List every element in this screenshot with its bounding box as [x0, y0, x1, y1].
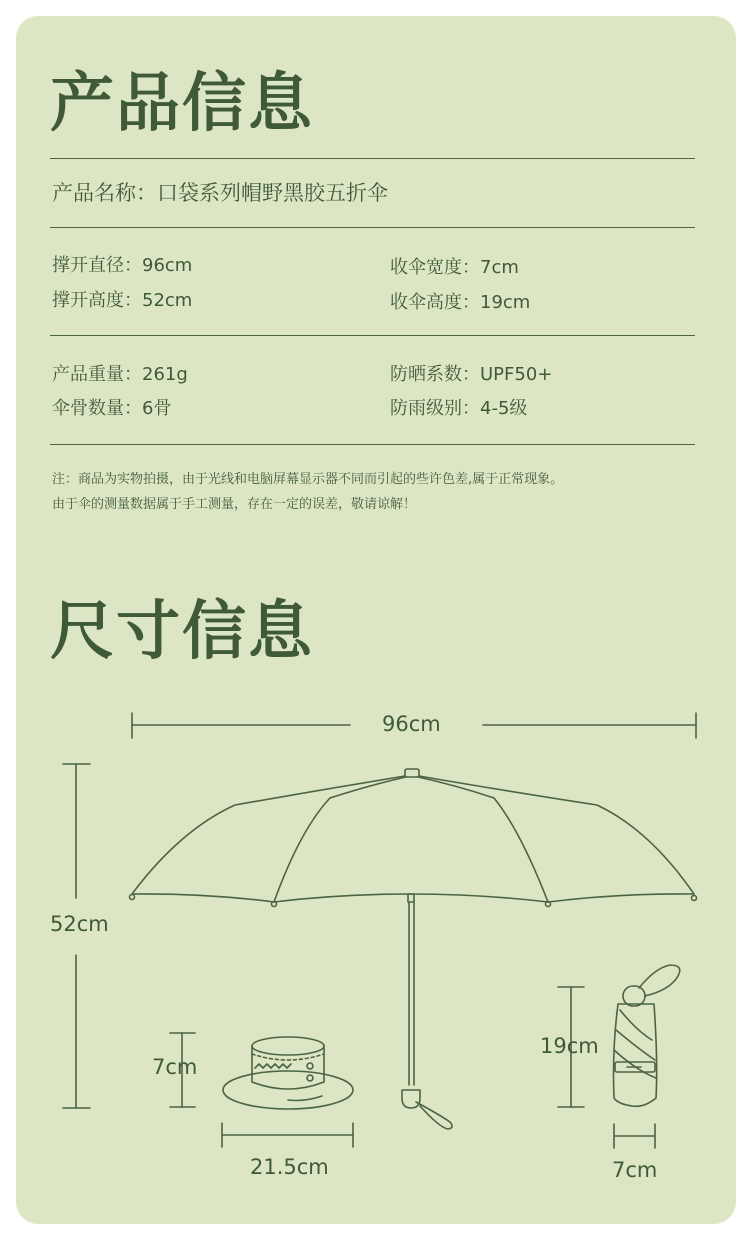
spec-uv-index: 防晒系数：UPF50+	[390, 364, 553, 385]
note-line-1: 注：商品为实物拍摄，由于光线和电脑屏幕显示器不同而引起的些许色差,属于正常现象。	[52, 472, 564, 487]
size-info-title: 尺寸信息	[50, 595, 314, 669]
spec-rain-level: 防雨级别：4-5级	[390, 398, 528, 419]
height-dimension-line	[63, 764, 90, 1108]
hat-width-label: 21.5cm	[250, 1155, 329, 1179]
spec-folded-height: 收伞高度：19cm	[390, 292, 531, 313]
spec-open-diameter: 撑开直径：96cm	[52, 255, 193, 276]
folded-height-label: 19cm	[540, 1034, 599, 1058]
product-info-title: 产品信息	[50, 67, 314, 141]
spec-ribs: 伞骨数量：6骨	[52, 398, 172, 419]
folded-width-label: 7cm	[612, 1158, 658, 1182]
hat-height-label: 7cm	[152, 1055, 198, 1079]
note-line-2: 由于伞的测量数据属于手工测量，存在一定的误差，敬请谅解！	[52, 497, 417, 512]
product-name: 产品名称：口袋系列帽野黑胶五折伞	[52, 181, 388, 205]
hat-illustration	[170, 1033, 353, 1147]
open-umbrella-illustration	[130, 769, 697, 1129]
umbrella-height-label: 52cm	[50, 912, 109, 936]
spec-weight: 产品重量：261g	[52, 364, 188, 385]
spec-folded-width: 收伞宽度：7cm	[390, 257, 519, 278]
umbrella-width-label: 96cm	[382, 712, 441, 736]
spec-open-height: 撑开高度：52cm	[52, 290, 193, 311]
